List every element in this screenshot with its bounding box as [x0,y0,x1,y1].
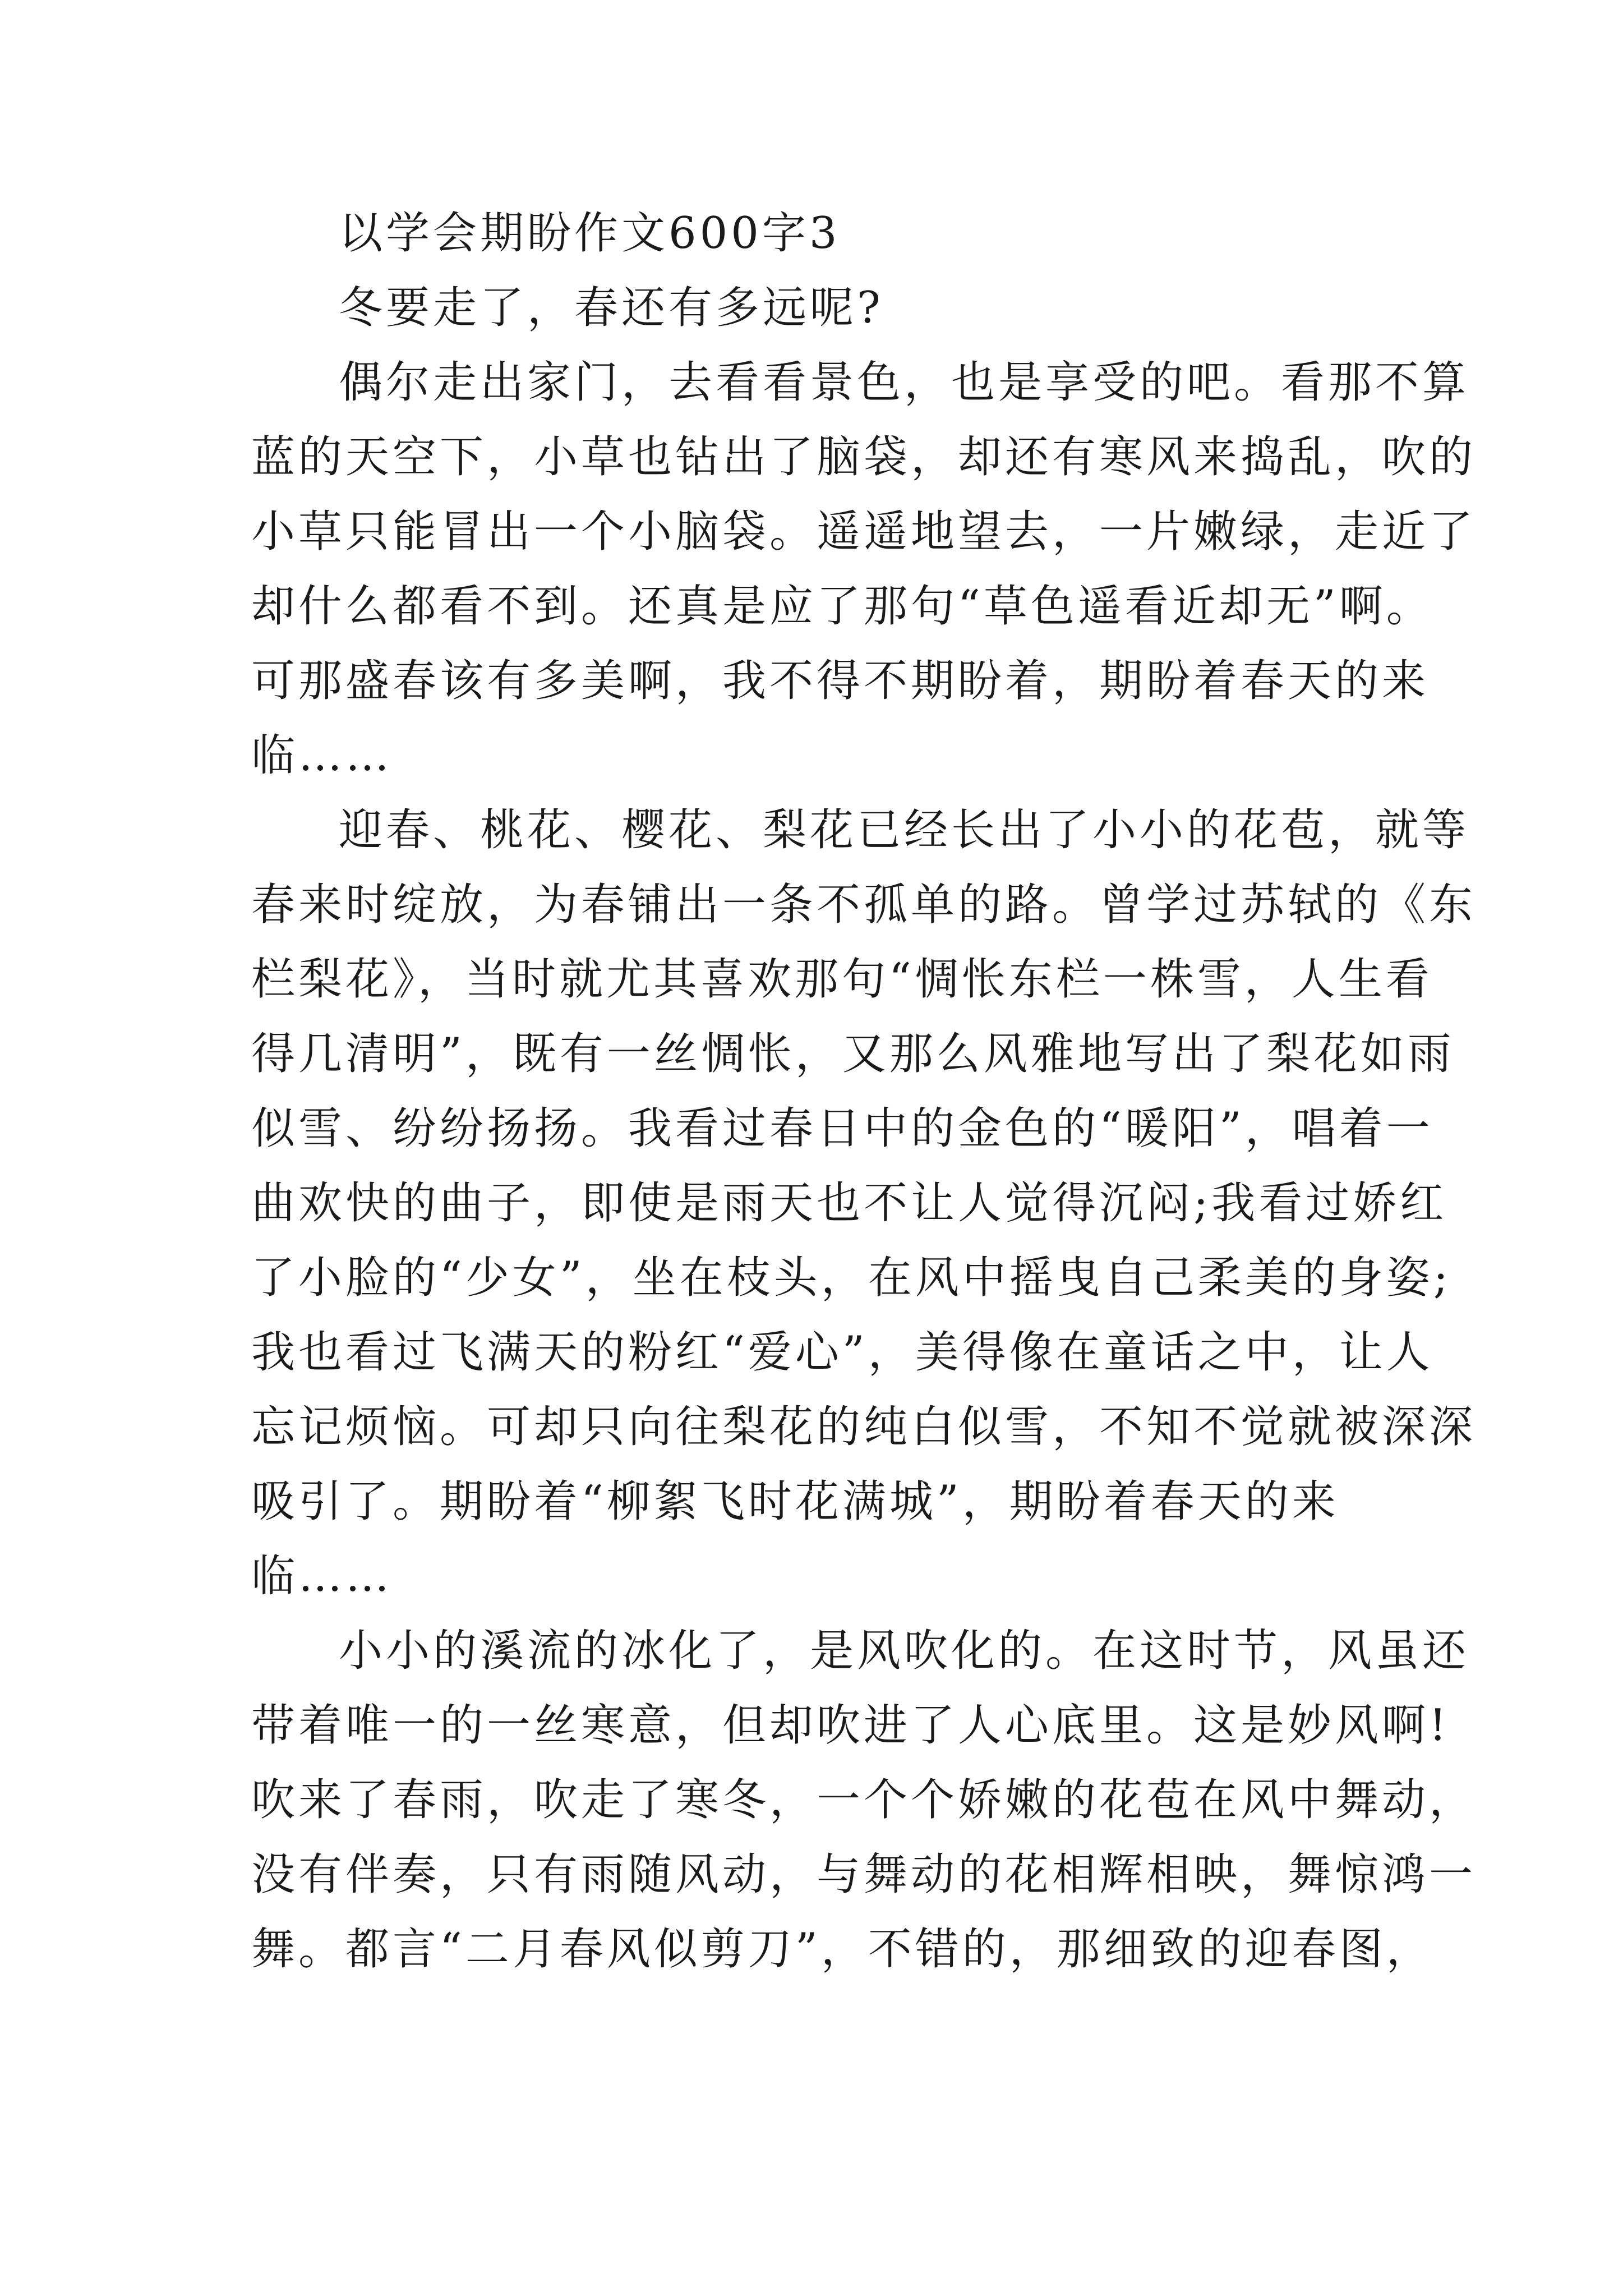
paragraph-2 [251,346,1477,793]
paragraph-line: 吸引了。期盼着“柳絮飞时花满城”，期盼着春天的来 [251,1476,1339,1527]
paragraph-1 [251,271,1390,346]
paragraph-line: 了小脸的“少女”，坐在枝头，在风中摇曳自己柔美的身姿; [251,1253,1452,1303]
paragraph-line: 舞。都言“二月春风似剪刀”，不错的，那细致的迎春图， [251,1924,1433,1975]
paragraph-line: 临…… [251,1551,393,1602]
paragraph-line: 却什么都看不到。还真是应了那句“草色遥看近却无”啊。 [251,581,1433,632]
paragraph-3 [251,793,1477,1614]
paragraph-line: 偶尔走出家门，去看看景色，也是享受的吧。看那不算 [339,357,1470,408]
paragraph-line: 小小的溪流的冰化了，是风吹化的。在这时节，风虽还 [339,1626,1470,1676]
paragraph-line: 得几清明”，既有一丝惆怅，又那么风雅地写出了梨花如雨 [251,1029,1455,1079]
paragraph-line: 蓝的天空下，小草也钻出了脑袋，却还有寒风来捣乱，吹的 [251,432,1477,482]
paragraph-line: 春来时绽放，为春铺出一条不孤单的路。曾学过苏轼的《东 [251,880,1477,930]
paragraph-line: 吹来了春雨，吹走了寒冬，一个个娇嫩的花苞在风中舞动， [251,1775,1477,1825]
document-title: 以学会期盼作文600字3 [339,208,841,259]
document-body [251,196,1477,1987]
paragraph-line: 没有伴奏，只有雨随风动，与舞动的花相辉相映，舞惊鸿一 [251,1849,1477,1900]
paragraph-line: 冬要走了，春还有多远呢? [339,283,884,333]
paragraph-4 [251,1614,1477,1987]
paragraph-line: 带着唯一的一丝寒意，但却吹进了人心底里。这是妙风啊! [251,1700,1450,1751]
paragraph-line: 忘记烦恼。可却只向往梨花的纯白似雪，不知不觉就被深深 [251,1402,1477,1452]
paragraph-line: 曲欢快的曲子，即使是雨天也不让人觉得沉闷;我看过娇红 [251,1178,1447,1228]
paragraph-line: 栏梨花》，当时就尤其喜欢那句“惆怅东栏一株雪，人生看 [251,954,1433,1005]
paragraph-line: 迎春、桃花、樱花、梨花已经长出了小小的花苞，就等 [339,805,1470,855]
paragraph-line: 可那盛春该有多美啊，我不得不期盼着，期盼着春天的来 [251,656,1430,706]
paragraph-line: 临…… [251,730,393,781]
paragraph-line: 似雪、纷纷扬扬。我看过春日中的金色的“暖阳”，唱着一 [251,1103,1433,1154]
paragraph-line: 小草只能冒出一个小脑袋。遥遥地望去，一片嫩绿，走近了 [251,507,1477,557]
paragraph-line: 我也看过飞满天的粉红“爱心”，美得像在童话之中，让人 [251,1327,1433,1378]
